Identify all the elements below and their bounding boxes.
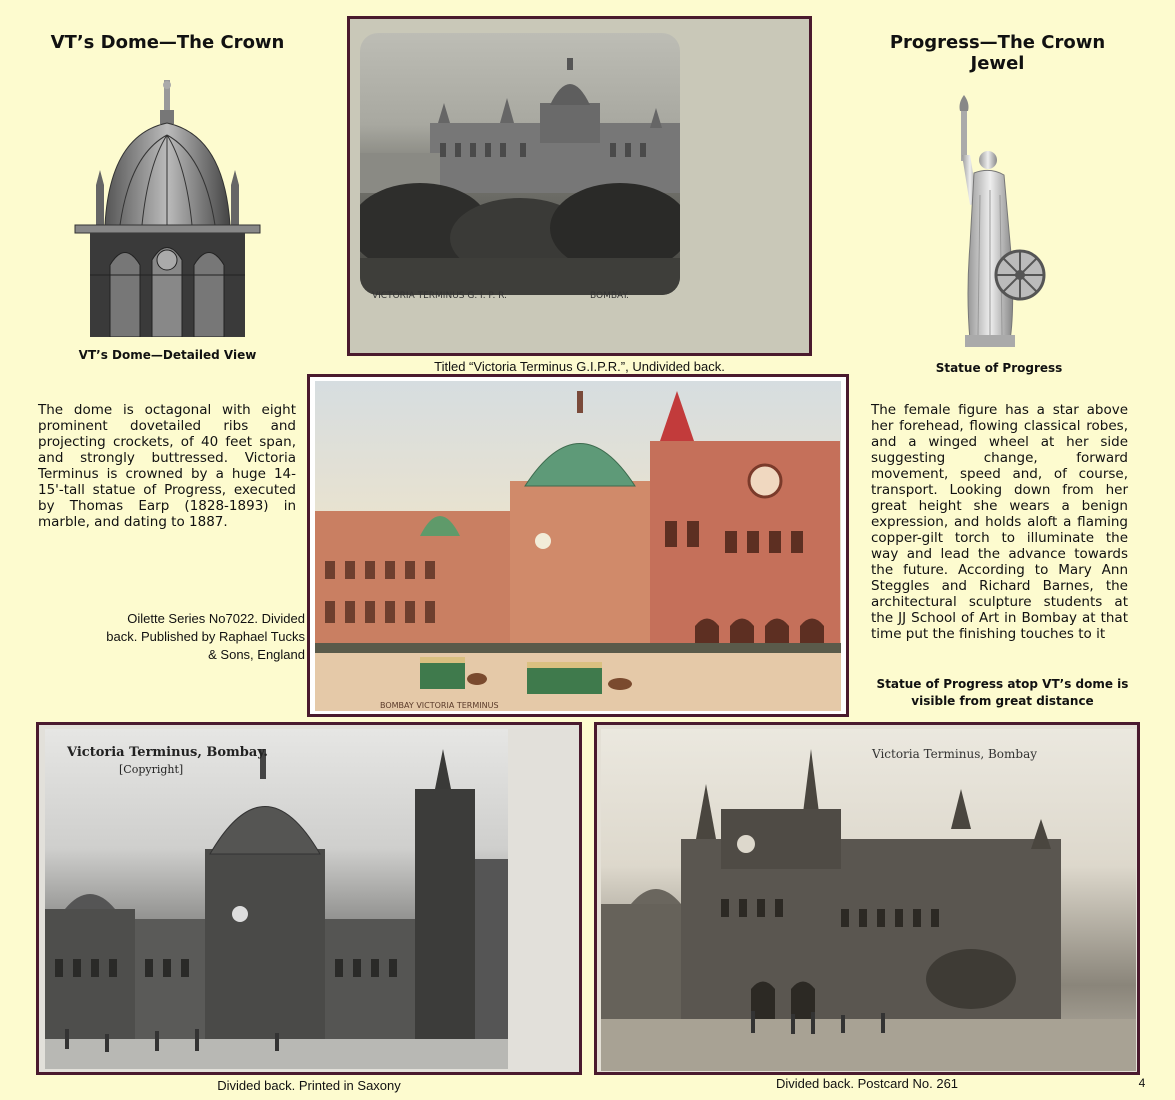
postcard-bottom-right-printed-title: Victoria Terminus, Bombay [872,747,1038,761]
postcard-bottom-right [594,722,1140,1075]
statue-illustration [940,95,1050,350]
statue-caption: Statue of Progress [935,361,1063,375]
statue-paragraph: The female figure has a star above her forehead, flowing classical robes, and a winged wheel at her side suggesting change, forward movement, speed and, of course, transport. Looking down from her great height she wears a benign expression, and holds aloft a flaming copper-gilt torch to illuminate the way and lead the advance towards the future. According to Mary Ann Steggles and Richard Barnes, the architectural sculpture students at the JJ School of Art in Bombay at that time put the finishing touches to it [871,402,1128,642]
postcard-bottom-right-photo [601,729,1136,1071]
postcard-top-caption: Titled “Victoria Terminus G.I.P.R.”, Undivided back. [434,359,725,374]
postcard-bottom-left-printed-title: Victoria Terminus, Bombay. [67,745,268,760]
postcard-bottom-left-printed-sub: [Copyright] [119,763,184,776]
postcard-middle-photo [315,381,841,711]
oilette-caption: Oilette Series No7022. Divided back. Published by Raphael Tucks & Sons, England [106,611,305,662]
postcard-top [347,16,812,356]
postcard-top-printed-right: BOMBAY. [590,291,630,301]
dome-caption: VT’s Dome—Detailed View [78,348,257,362]
postcard-middle [307,374,849,717]
postcard-bottom-left-photo [45,729,508,1069]
left-heading: VT’s Dome—The Crown [50,32,285,53]
postcard-middle-printed: BOMBAY VICTORIA TERMINUS [380,701,499,710]
statue-note: Statue of Progress atop VT’s dome is visible from great distance [876,677,1129,708]
postcard-bottom-right-caption: Divided back. Postcard No. 261 [775,1076,959,1091]
page-number: 4 [1138,1076,1146,1090]
postcard-top-photo [360,33,680,295]
dome-paragraph: The dome is octagonal with eight prominent dovetailed ribs and projecting crockets, of 40 feet span, and strongly buttressed. Victoria Terminus is crowned by a huge 14-15'-tall statue of Progress, executed by Thomas Earp (1828-1893) in marble, and dating to 1887. [38,402,296,530]
dome-illustration [70,75,265,337]
postcard-bottom-left-caption: Divided back. Printed in Saxony [217,1078,401,1093]
postcard-bottom-left [36,722,582,1075]
postcard-top-printed-left: VICTORIA TERMINUS G. I. P. R. [372,291,507,301]
right-heading: Progress—The Crown Jewel [889,32,1106,74]
